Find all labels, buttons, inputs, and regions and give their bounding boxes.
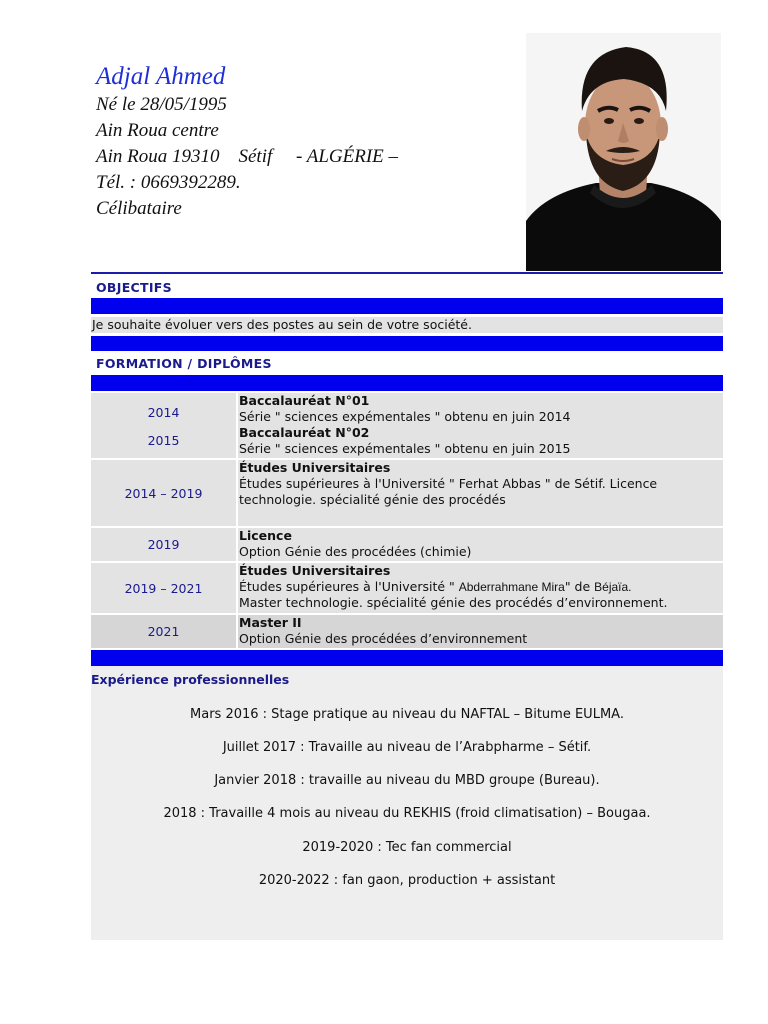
formation-row — [91, 563, 723, 613]
experience-item: Janvier 2018 : travaille au niveau du MBD groupe (Bureau). — [214, 773, 600, 788]
formation-year: 2019 — [91, 528, 236, 561]
formation-row — [91, 615, 723, 648]
experience-item: 2019-2020 : Tec fan commercial — [302, 840, 512, 855]
diploma-title: Master II — [239, 615, 302, 630]
diploma-desc-part: " de — [564, 579, 595, 594]
diploma-desc: Option Génie des procédées (chimie) — [239, 544, 472, 559]
formation-year: 2021 — [91, 615, 236, 648]
diploma-desc: Option Génie des procédées d’environnement — [239, 631, 528, 646]
diploma-desc: Série " sciences expémentales " obtenu en juin 2015 — [239, 441, 571, 456]
diploma-title: Baccalauréat N°01 — [239, 393, 370, 408]
objectifs-text: Je souhaite évoluer vers des postes au sein de votre société. — [91, 317, 723, 333]
formation-years — [91, 393, 236, 458]
blue-bar — [91, 375, 723, 391]
personal-info — [96, 62, 516, 222]
diploma-desc: Série " sciences expémentales " obtenu en juin 2014 — [239, 409, 571, 424]
formation-details — [238, 615, 723, 648]
formation-details — [238, 528, 723, 561]
formation-row — [91, 528, 723, 561]
portrait-photo-icon — [526, 33, 721, 271]
address-line-2: Ain Roua 19310 Sétif - ALGÉRIE – — [96, 146, 399, 167]
formation-year: 2014 — [147, 405, 180, 420]
phone-number: Tél. : 0669392289. — [96, 172, 241, 193]
birth-date: Né le 28/05/1995 — [96, 94, 227, 115]
experience-item: Mars 2016 : Stage pratique au niveau du NAFTAL – Bitume EULMA. — [190, 707, 624, 722]
diploma-title: Études Universitaires — [239, 460, 391, 475]
formation-row — [91, 460, 723, 526]
city-name: Béjaïa. — [594, 580, 632, 594]
diploma-desc — [239, 579, 723, 595]
diploma-desc-part: Études supérieures à l'Université " — [239, 579, 459, 594]
experience-item: 2020-2022 : fan gaon, production + assistant — [258, 873, 556, 888]
blue-bar — [91, 298, 723, 314]
formation-details — [238, 393, 723, 458]
blue-bar — [91, 650, 723, 666]
formation-row — [91, 393, 723, 458]
objectifs-heading: OBJECTIFS — [96, 280, 172, 295]
diploma-title: Baccalauréat N°02 — [239, 425, 370, 440]
formation-details — [238, 563, 723, 613]
formation-details — [238, 460, 723, 526]
formation-year: 2019 – 2021 — [91, 563, 236, 613]
address-line-1: Ain Roua centre — [96, 120, 219, 141]
experience-section — [91, 666, 723, 940]
diploma-desc: Master technologie. spécialité génie des procédés d’environnement. — [239, 595, 668, 610]
experience-item: 2018 : Travaille 4 mois au niveau du REKHIS (froid climatisation) – Bougaa. — [163, 806, 651, 821]
full-name: Adjal Ahmed — [96, 63, 226, 90]
portrait-photo — [526, 33, 721, 271]
formation-year: 2014 – 2019 — [91, 460, 236, 526]
diploma-desc: technologie. spécialité génie des procédés — [239, 492, 506, 507]
blue-bar — [91, 336, 723, 351]
marital-status: Célibataire — [96, 198, 182, 219]
diploma-title: Licence — [239, 528, 292, 543]
university-name: Abderrahmane Mira — [458, 580, 565, 594]
experience-heading: Expérience professionnelles — [91, 672, 290, 687]
formation-year: 2015 — [147, 433, 180, 448]
section-divider — [91, 272, 723, 274]
diploma-title: Études Universitaires — [239, 563, 391, 578]
diploma-desc: Études supérieures à l'Université " Ferhat Abbas " de Sétif. Licence — [239, 476, 658, 491]
formation-heading: FORMATION / DIPLÔMES — [96, 356, 272, 371]
experience-item: Juillet 2017 : Travaille au niveau de l’Arabpharme – Sétif. — [222, 740, 592, 755]
